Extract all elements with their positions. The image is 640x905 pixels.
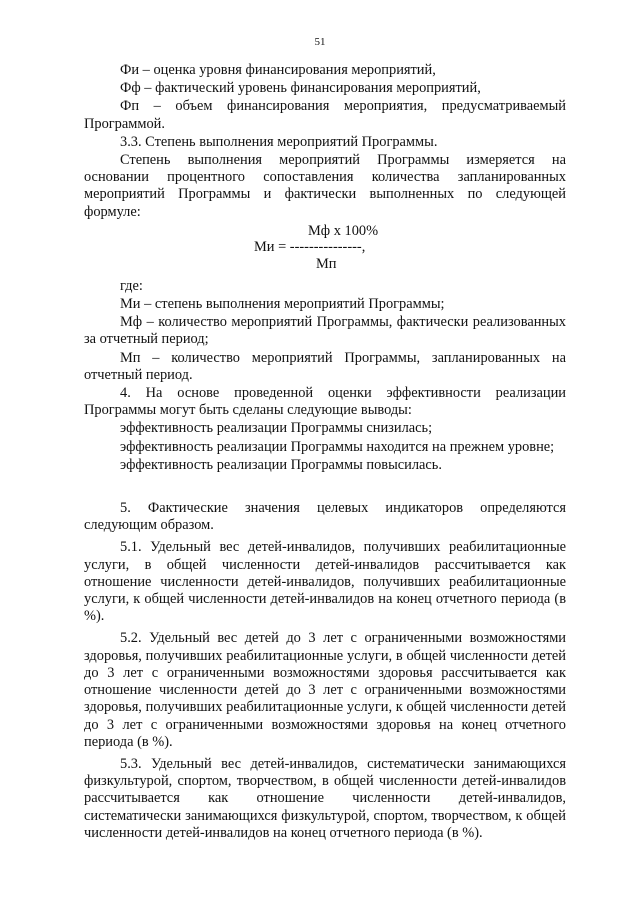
conclusion-increased: эффективность реализации Программы повысилась. [120, 456, 442, 473]
conclusion-same-level: эффективность реализации Программы находится на прежнем уровне; [120, 438, 555, 455]
section-heading-4: 4. На основе проведенной оценки эффективности реализации Программы могут быть сделаны следующие выводы: [84, 385, 566, 419]
paragraph-completion-degree: Степень выполнения мероприятий Программы измеряется на основании процентного сопоставления количества запланированных мероприятий Программы и фактически выполненных по следующей формуле: [84, 152, 566, 220]
section-5-1: 5.1. Удельный вес детей-инвалидов, получивших реабилитационные услуги, в общей численности детей-инвалидов рассчитывается как отношение численности детей-инвалидов, получивших реабилитационные услуги, к общей численности детей-инвалидов на конец отчетного периода (в %). [84, 539, 566, 625]
paragraph-fi-definition: Фи – оценка уровня финансирования мероприятий, [120, 62, 436, 78]
paragraph-mp-definition: Мп – количество мероприятий Программы, запланированных на отчетный период. [84, 349, 566, 383]
section-5-2: 5.2. Удельный вес детей до 3 лет с ограниченными возможностями здоровья, получивших реабилитационные услуги, в общей численности детей до 3 лет с ограниченными возможностями здоровья рассчитывается как отношение численности детей до 3 лет с ограниченными возможностями здоровья, получивших реабилитационные услуги, к общей численности детей до 3 лет с ограниченными возможностями здоровья на конец отчетного периода (в %). [84, 630, 566, 750]
document-body [84, 62, 566, 842]
section-5-3: 5.3. Удельный вес детей-инвалидов, систематически занимающихся физкультурой, спортом, творчеством, в общей численности детей-инвалидов рассчитывается как отношение численности детей-инвалидов, систематически занимающихся физкультурой, спортом, творчеством, к общей численности детей-инвалидов на конец отчетного периода (в %). [84, 755, 566, 841]
paragraph-fp-definition: Фп – объем финансирования мероприятия, предусматриваемый Программой. [84, 98, 566, 132]
paragraph-mi-definition: Ми – степень выполнения мероприятий Программы; [120, 296, 445, 313]
formula [84, 223, 566, 273]
formula-denominator: Мп [316, 255, 337, 272]
section-heading-5: 5. Фактические значения целевых индикаторов определяются следующим образом. [84, 500, 566, 534]
formula-numerator: Мф х 100% [308, 222, 379, 239]
formula-lhs: Ми = ---------------, [254, 238, 366, 255]
conclusion-decreased: эффективность реализации Программы снизилась; [120, 420, 433, 437]
paragraph-where: где: [120, 277, 143, 294]
section-heading-3-3: 3.3. Степень выполнения мероприятий Программы. [120, 133, 438, 150]
paragraph-ff-definition: Фф – фактический уровень финансирования мероприятий, [120, 80, 481, 97]
page-number: 51 [314, 36, 326, 48]
paragraph-mf-definition: Мф – количество мероприятий Программы, фактически реализованных за отчетный период; [84, 314, 566, 348]
